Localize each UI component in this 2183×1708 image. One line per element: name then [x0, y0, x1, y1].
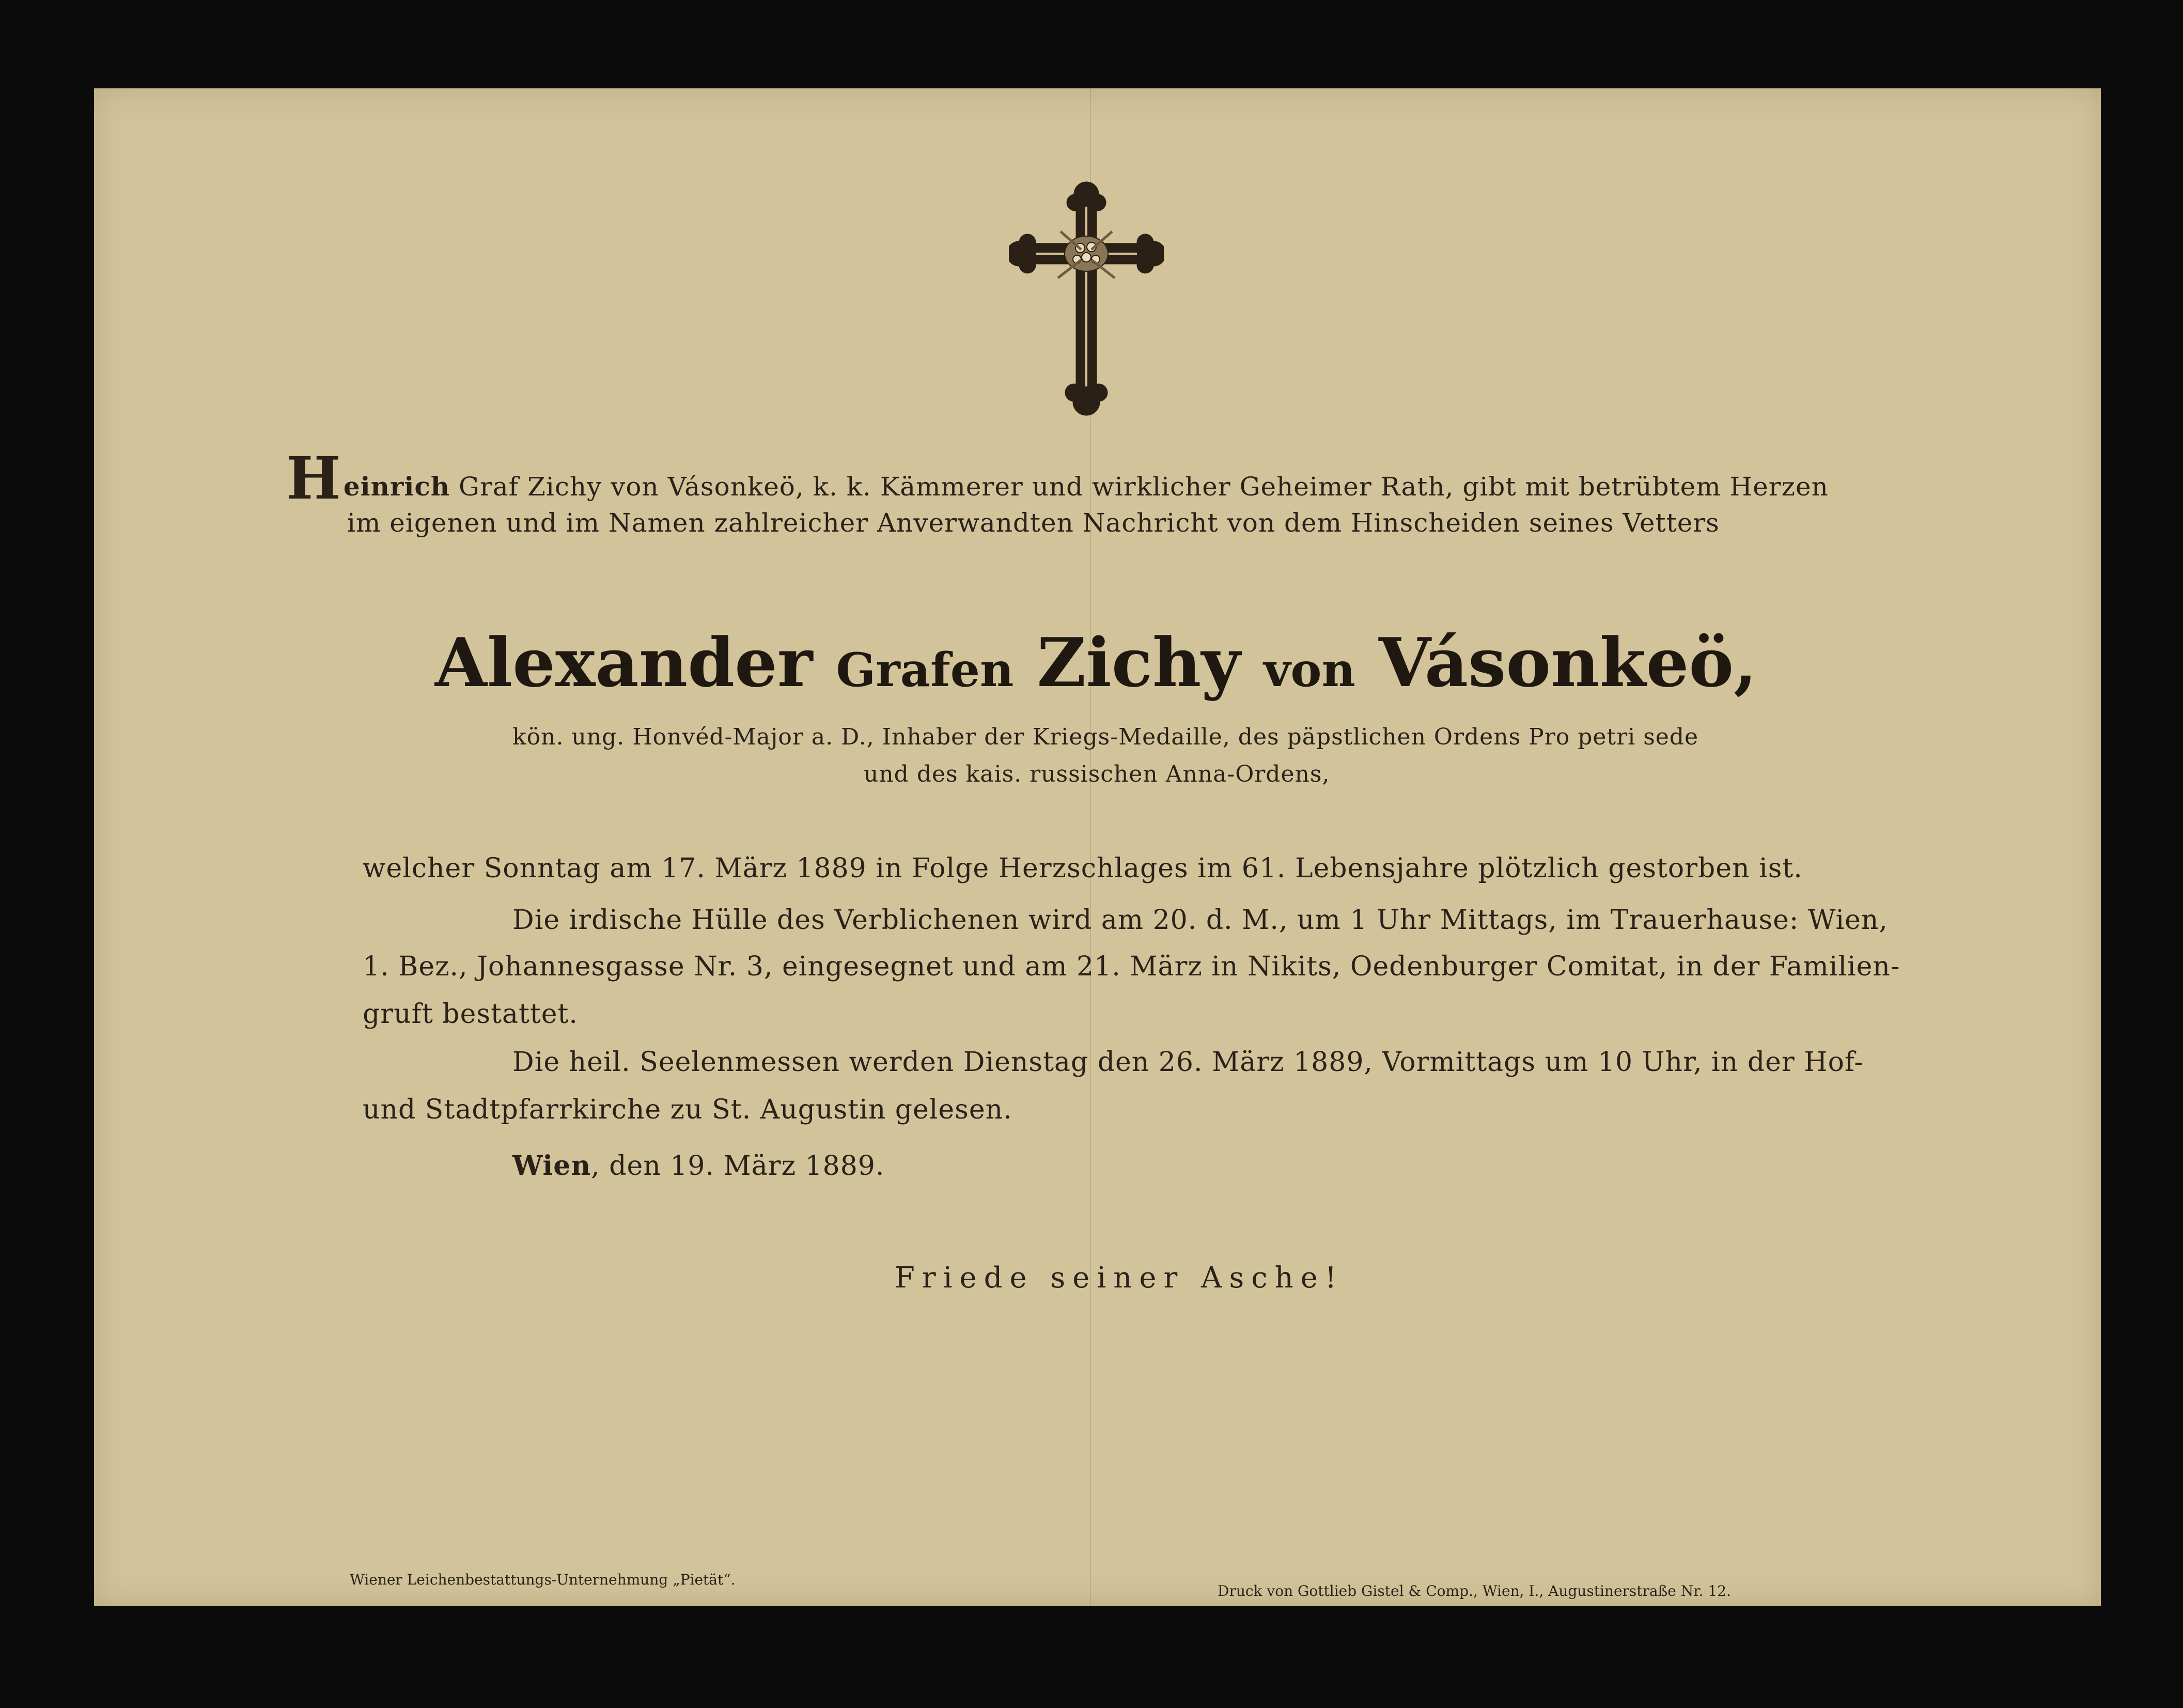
intro-first-name: einrich — [343, 471, 450, 502]
intro-line-2: im eigenen und im Namen zahlreicher Anverwandten Nachricht von dem Hinscheiden seines Vetters — [347, 508, 1720, 538]
body-paragraph-3-line-2: und Stadtpfarrkirche zu St. Augustin gelesen. — [363, 1094, 1012, 1125]
date-city: Wien — [512, 1150, 591, 1182]
body-paragraph-1: welcher Sonntag am 17. März 1889 in Folge Herzschlages im 61. Lebensjahre plötzlich gestorben ist. — [363, 853, 1803, 884]
cross-icon — [1009, 180, 1164, 421]
deceased-von: von — [1264, 643, 1355, 697]
titles-line-1: kön. ung. Honvéd-Major a. D., Inhaber der Kriegs-Medaille, des päpstlichen Ordens Pro petri sede — [512, 724, 1699, 750]
body-paragraph-2-line-3: gruft bestattet. — [363, 999, 578, 1030]
deceased-first-name: Alexander — [435, 623, 813, 702]
body-paragraph-3-line-1: Die heil. Seelenmessen werden Dienstag den 26. März 1889, Vormittags um 10 Uhr, in der Hof- — [512, 1047, 1864, 1078]
date-line — [512, 1150, 884, 1182]
intro-line-1-text: Graf Zichy von Vásonkeö, k. k. Kämmerer und wirklicher Geheimer Rath, gibt mit betrübtem Herzen — [459, 472, 1829, 502]
footer-right: Druck von Gottlieb Gistel & Comp., Wien, I., Augustinerstraße Nr. 12. — [1218, 1582, 1731, 1600]
motto: Friede seiner Asche! — [895, 1261, 1344, 1295]
deceased-name — [435, 623, 1757, 702]
paper-sheet — [94, 88, 2101, 1606]
deceased-place: Vásonkeö, — [1378, 623, 1757, 702]
deceased-grafen: Grafen — [836, 643, 1014, 697]
footer-left: Wiener Leichenbestattungs-Unternehmung „Pietät“. — [350, 1571, 736, 1588]
body-paragraph-2-line-1: Die irdische Hülle des Verblichenen wird am 20. d. M., um 1 Uhr Mittags, im Trauerhause: Wien, — [512, 905, 1888, 936]
intro-line-1 — [286, 445, 1829, 513]
deceased-surname: Zichy — [1037, 623, 1241, 702]
intro-dropcap: H — [286, 445, 341, 513]
titles-line-2: und des kais. russischen Anna-Ordens, — [864, 761, 1330, 787]
date-text: , den 19. März 1889. — [591, 1151, 885, 1182]
body-paragraph-2-line-2: 1. Bez., Johannesgasse Nr. 3, eingesegnet und am 21. März in Nikits, Oedenburger Comitat, in der Familien- — [363, 951, 1900, 982]
